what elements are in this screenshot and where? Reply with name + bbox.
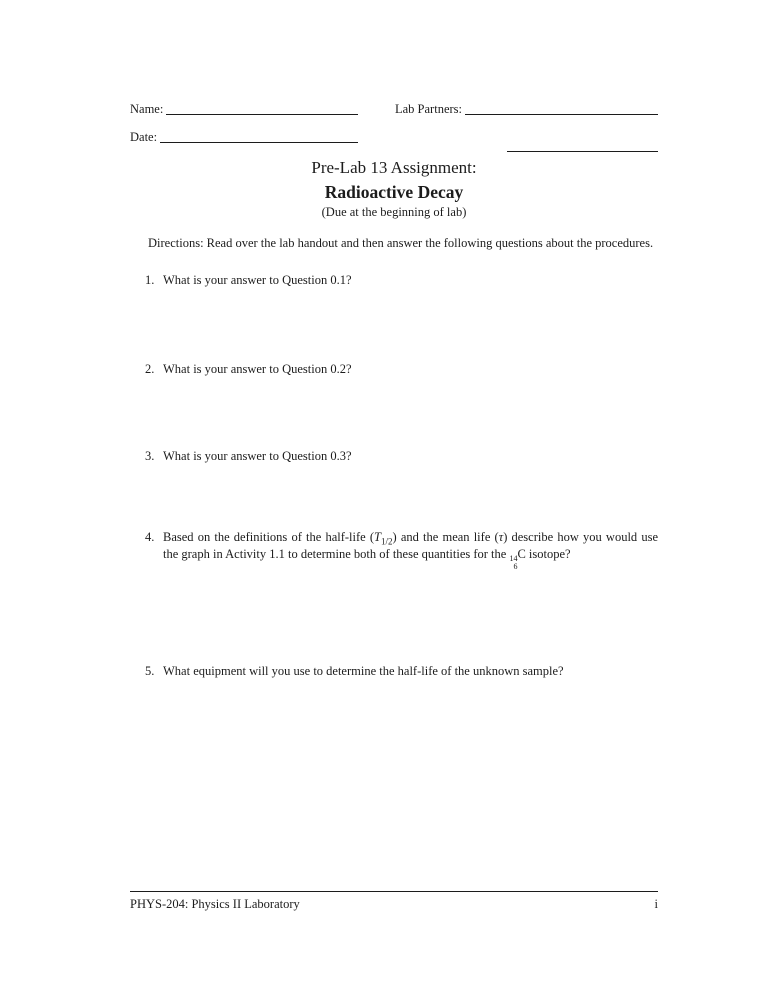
question-2-text: What is your answer to Question 0.2? (163, 362, 352, 377)
lab-partners-blank-line (465, 114, 658, 115)
question-4-segment-4: isotope? (525, 547, 571, 561)
question-5 (130, 663, 658, 680)
date-label: Date: (130, 130, 158, 144)
name-blank-line (166, 114, 358, 115)
question-4-text (163, 529, 658, 570)
question-5-text: What equipment will you use to determine the half-life of the unknown sample? (163, 664, 564, 678)
lab-partners-second-line-wrap (395, 144, 658, 145)
question-4-segment-3: ) describe how you would use the graph in Activity 1.1 to determine both of these quantities for the (163, 530, 659, 561)
carbon-symbol: C (517, 547, 526, 561)
name-field (130, 102, 358, 117)
question-5-number: 5. (145, 664, 155, 678)
footer-page-number: i (654, 897, 658, 911)
directions-paragraph: Directions: Read over the lab handout and then answer the following questions about the procedures. (148, 236, 654, 250)
question-3 (130, 448, 658, 465)
isotope-atomic-number: 6 (513, 561, 518, 571)
lab-partners-label: Lab Partners: (395, 102, 462, 116)
question-3-number: 3. (145, 449, 155, 464)
half-life-subscript: 1/2 (380, 536, 393, 547)
due-note: (Due at the beginning of lab) (321, 205, 467, 219)
page-footer (130, 891, 658, 912)
lab-partners-blank-line-2 (507, 151, 658, 152)
header-row-2 (130, 130, 658, 145)
footer-course-label: PHYS-204: Physics II Laboratory (130, 897, 300, 911)
header-row-1 (130, 102, 658, 117)
question-1-number: 1. (145, 272, 155, 287)
question-4-number: 4. (145, 530, 155, 545)
name-label: Name: (130, 102, 164, 116)
date-blank-line (160, 142, 358, 143)
lab-partners-field (395, 102, 658, 117)
question-4-segment-2: ) and the mean life ( (392, 530, 499, 545)
question-4-segment-1: Based on the definitions of the half-life ( (163, 530, 375, 545)
mean-life-tau-symbol: τ (498, 530, 504, 545)
assignment-subtitle: Radioactive Decay (324, 182, 464, 202)
isotope-mass-number: 14 (509, 554, 518, 563)
date-field (130, 130, 358, 145)
question-1-text: What is your answer to Question 0.1? (163, 272, 352, 287)
question-1 (130, 272, 658, 289)
question-4 (130, 529, 658, 570)
half-life-symbol: T (374, 530, 381, 545)
title-block (130, 158, 658, 220)
question-2-number: 2. (145, 362, 155, 377)
question-2 (130, 361, 658, 378)
question-3-text: What is your answer to Question 0.3? (163, 449, 352, 464)
assignment-title: Pre-Lab 13 Assignment: (311, 158, 477, 177)
